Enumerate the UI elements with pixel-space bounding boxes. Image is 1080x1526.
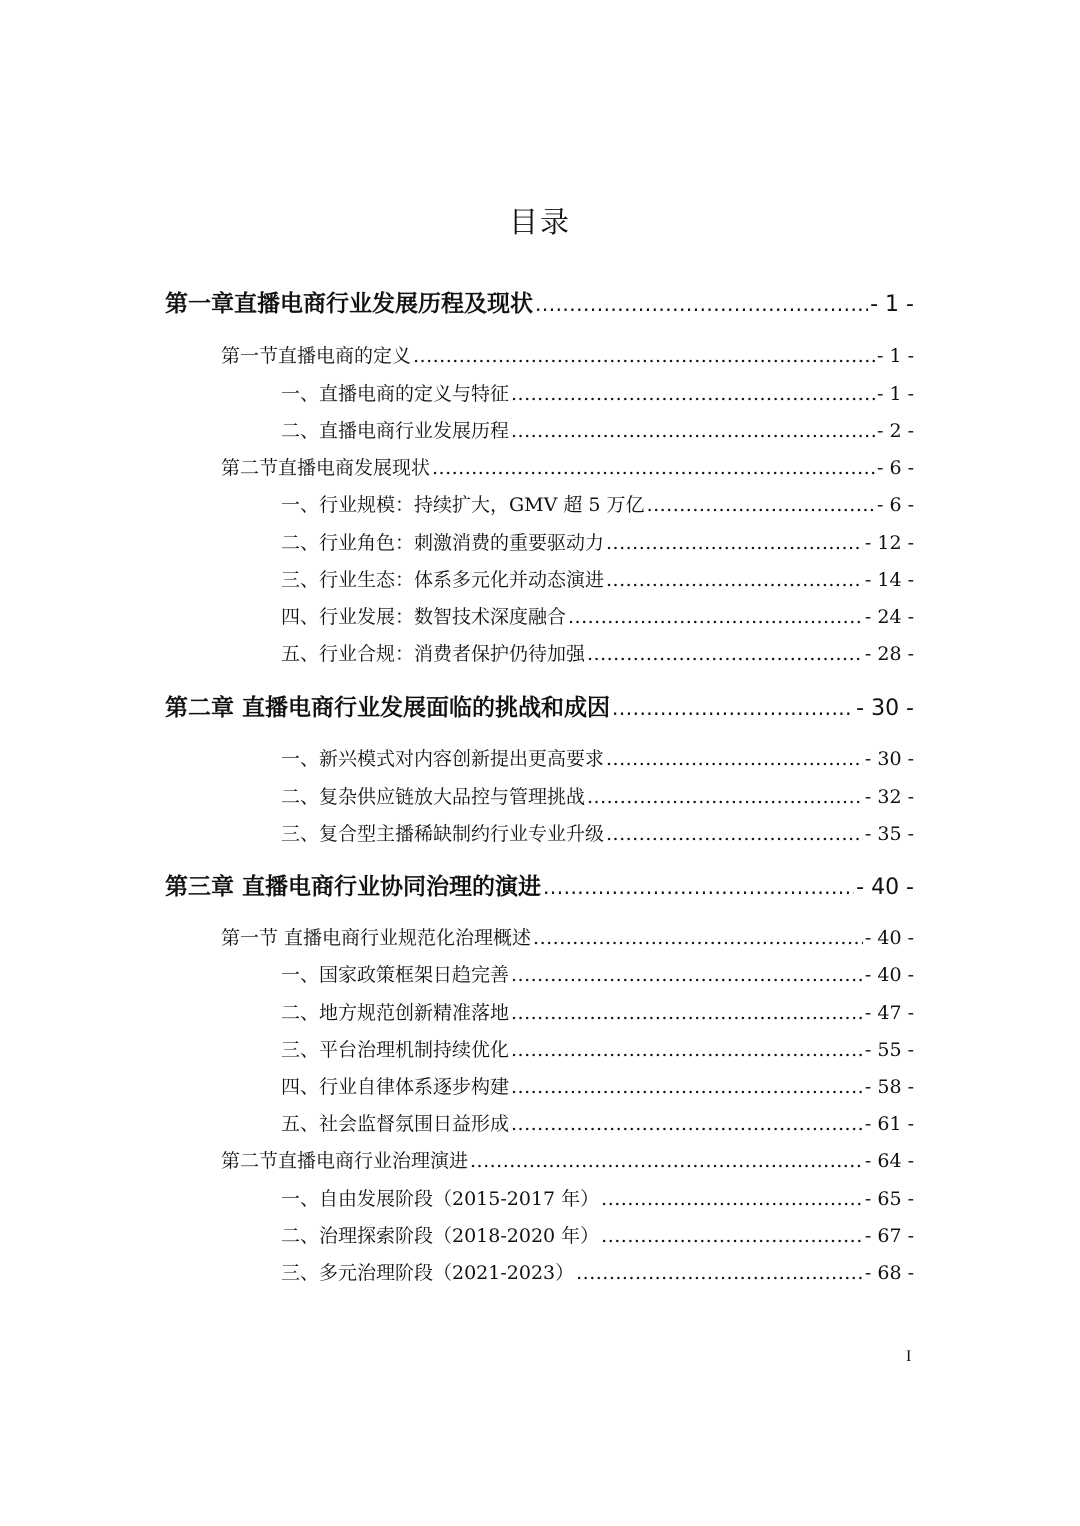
dot-leader — [647, 494, 875, 516]
toc-label: 一、国家政策框架日趋完善 — [281, 964, 510, 986]
toc-item[interactable] — [281, 782, 914, 812]
toc-label: 三、平台治理机制持续优化 — [281, 1039, 510, 1061]
dot-leader — [606, 823, 863, 845]
toc-item[interactable] — [281, 602, 914, 632]
toc-item[interactable] — [281, 1258, 914, 1288]
toc-page: - 68 - — [864, 1262, 914, 1284]
toc-page: - 67 - — [864, 1225, 914, 1247]
toc-label: 二、治理探索阶段（2018-2020 年） — [281, 1225, 600, 1247]
toc-item[interactable] — [281, 1035, 914, 1065]
toc-label: 四、行业自律体系逐步构建 — [281, 1076, 510, 1098]
dot-leader — [612, 696, 854, 720]
toc-item[interactable] — [281, 639, 914, 669]
toc-item[interactable] — [281, 998, 914, 1028]
toc-item[interactable] — [281, 565, 914, 595]
page-title: 目录 — [508, 205, 571, 239]
toc-item[interactable] — [281, 379, 914, 409]
dot-leader — [511, 1076, 863, 1098]
toc-label: 二、地方规范创新精准落地 — [281, 1002, 510, 1024]
dot-leader — [511, 1002, 863, 1024]
toc-page: - 28 - — [864, 643, 914, 665]
dot-leader — [511, 383, 875, 405]
dot-leader — [511, 964, 863, 986]
dot-leader — [601, 1225, 863, 1247]
toc-label: 三、复合型主播稀缺制约行业专业升级 — [281, 823, 605, 845]
toc-label: 四、行业发展：数智技术深度融合 — [281, 606, 567, 628]
toc-page: - 6 - — [876, 457, 914, 479]
dot-leader — [587, 643, 863, 665]
dot-leader — [576, 1262, 863, 1284]
toc-page: - 1 - — [870, 292, 914, 317]
toc-page: - 65 - — [864, 1188, 914, 1210]
toc-page: - 40 - — [856, 875, 914, 900]
toc-item[interactable] — [281, 960, 914, 990]
dot-leader — [568, 606, 863, 628]
toc-page: - 14 - — [864, 569, 914, 591]
toc-item[interactable] — [281, 819, 914, 849]
toc-label: 第一节 直播电商行业规范化治理概述 — [221, 927, 532, 949]
dot-leader — [601, 1188, 863, 1210]
toc-item[interactable] — [281, 744, 914, 774]
toc-label: 第一章直播电商行业发展历程及现状 — [165, 291, 533, 317]
toc-label: 二、行业角色：刺激消费的重要驱动力 — [281, 532, 605, 554]
toc-label: 二、直播电商行业发展历程 — [281, 420, 510, 442]
toc-label: 一、新兴模式对内容创新提出更高要求 — [281, 748, 605, 770]
toc-label: 第二章 直播电商行业发展面临的挑战和成因 — [165, 695, 611, 721]
toc-item[interactable] — [281, 1221, 914, 1251]
toc-item[interactable] — [281, 416, 914, 446]
toc-page: - 47 - — [864, 1002, 914, 1024]
toc-page: - 24 - — [864, 606, 914, 628]
toc-item[interactable] — [281, 1109, 914, 1139]
toc-label: 一、自由发展阶段（2015-2017 年） — [281, 1188, 600, 1210]
dot-leader — [606, 532, 863, 554]
dot-leader — [413, 345, 875, 367]
toc-label: 一、行业规模：持续扩大，GMV 超 5 万亿 — [281, 494, 645, 516]
toc-label: 五、行业合规：消费者保护仍待加强 — [281, 643, 586, 665]
toc-chapter-3[interactable] — [165, 868, 914, 904]
dot-leader — [535, 292, 868, 316]
dot-leader — [511, 1113, 863, 1135]
dot-leader — [606, 748, 863, 770]
toc-page: - 32 - — [864, 786, 914, 808]
toc-page: - 55 - — [864, 1039, 914, 1061]
toc-page: - 1 - — [876, 345, 914, 367]
toc-label: 第二节直播电商行业治理演进 — [221, 1150, 469, 1172]
toc-label: 第二节直播电商发展现状 — [221, 457, 431, 479]
toc-page: - 12 - — [864, 532, 914, 554]
dot-leader — [432, 457, 875, 479]
toc-section[interactable] — [221, 1146, 914, 1176]
toc-page: - 58 - — [864, 1076, 914, 1098]
toc-chapter-2[interactable] — [165, 689, 914, 725]
dot-leader — [587, 786, 863, 808]
toc-label: 二、复杂供应链放大品控与管理挑战 — [281, 786, 586, 808]
toc-section[interactable] — [221, 341, 914, 371]
toc-page: - 64 - — [864, 1150, 914, 1172]
toc-label: 第三章 直播电商行业协同治理的演进 — [165, 874, 542, 900]
toc-page: - 30 - — [864, 748, 914, 770]
toc-section[interactable] — [221, 453, 914, 483]
toc-item[interactable] — [281, 1072, 914, 1102]
toc-page: - 30 - — [856, 696, 914, 721]
toc-label: 三、行业生态：体系多元化并动态演进 — [281, 569, 605, 591]
dot-leader — [511, 420, 875, 442]
toc-page: - 35 - — [864, 823, 914, 845]
toc-item[interactable] — [281, 490, 914, 520]
toc-chapter-1[interactable] — [165, 285, 914, 321]
toc-label: 一、直播电商的定义与特征 — [281, 383, 510, 405]
toc-item[interactable] — [281, 1184, 914, 1214]
toc-section[interactable] — [221, 923, 914, 953]
toc-label: 第一节直播电商的定义 — [221, 345, 412, 367]
toc-page: - 40 - — [864, 927, 914, 949]
page-number: I — [906, 1348, 912, 1365]
toc-page: - 2 - — [876, 420, 914, 442]
toc-item[interactable] — [281, 528, 914, 558]
toc-label: 五、社会监督氛围日益形成 — [281, 1113, 510, 1135]
dot-leader — [511, 1039, 863, 1061]
toc-page: - 40 - — [864, 964, 914, 986]
dot-leader — [470, 1150, 863, 1172]
toc-page: - 6 - — [876, 494, 914, 516]
toc-page: - 61 - — [864, 1113, 914, 1135]
dot-leader — [533, 927, 863, 949]
toc-page: - 1 - — [876, 383, 914, 405]
dot-leader — [606, 569, 863, 591]
toc-label: 三、多元治理阶段（2021-2023） — [281, 1262, 575, 1284]
dot-leader — [543, 875, 854, 899]
